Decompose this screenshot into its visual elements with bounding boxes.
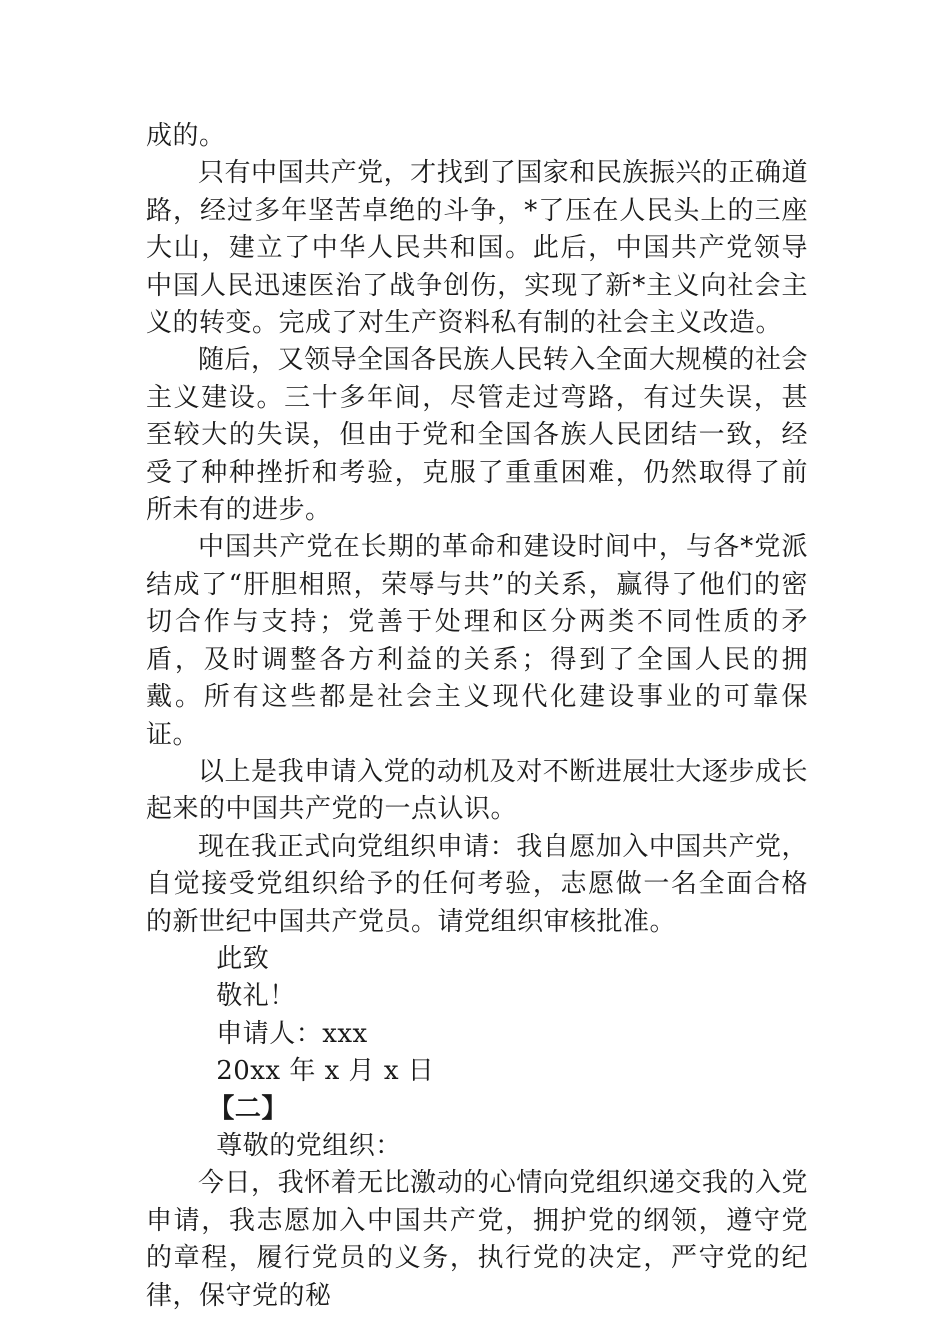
applicant-line: 申请人：xxx <box>216 1018 368 1049</box>
paragraph-formal-application: 现在我正式向党组织申请：我自愿加入中国共产党，自觉接受党组织给予的任何考验，志愿做一名全面合格的新世纪中国共产党员。请党组织审核批准。 <box>146 831 808 937</box>
date-line: 20xx 年 x 月 x 日 <box>216 1056 435 1087</box>
paragraph-section-two-opening: 今日，我怀着无比激动的心情向党组织递交我的入党申请，我志愿加入中国共产党，拥护党的纲领，遵守党的章程，履行党员的义务，执行党的决定，严守党的纪律，保守党的秘 <box>146 1168 808 1311</box>
paragraph-motivation-summary: 以上是我申请入党的动机及对不断进展壮大逐步成长起来的中国共产党的一点认识。 <box>146 756 808 825</box>
salutation: 尊敬的党组织： <box>216 1130 402 1161</box>
paragraph-party-path: 只有中国共产党，才找到了国家和民族振兴的正确道路，经过多年坚苦卓绝的斗争，*了压在人民头上的三座大山，建立了中华人民共和国。此后，中国共产党领导中国人民迅速医治了战争创伤，实现了新*主义向社会主义的转变。完成了对生产资料私有制的社会主义改造。 <box>146 158 808 339</box>
paragraph-socialist-construction: 随后，又领导全国各民族人民转入全面大规模的社会主义建设。三十多年间，尽管走过弯路，有过失误，甚至较大的失误，但由于党和全国各族人民团结一致，经受了种种挫折和考验，克服了重重困难，仍然取得了前所未有的进步。 <box>146 345 808 526</box>
document-page <box>146 118 808 1315</box>
section-two-marker: 【二】 <box>208 1093 288 1124</box>
paragraph-continuation: 成的。 <box>146 121 226 151</box>
closing-jing-li: 敬礼！ <box>216 981 296 1012</box>
closing-ci-zhi: 此致 <box>216 943 270 974</box>
paragraph-party-relations: 中国共产党在长期的革命和建设时间中，与各*党派结成了“肝胆相照，荣辱与共”的关系，赢得了他们的密切合作与支持；党善于处理和区分两类不同性质的矛盾，及时调整各方利益的关系；得到了全国人民的拥戴。所有这些都是社会主义现代化建设事业的可靠保证。 <box>146 532 808 750</box>
